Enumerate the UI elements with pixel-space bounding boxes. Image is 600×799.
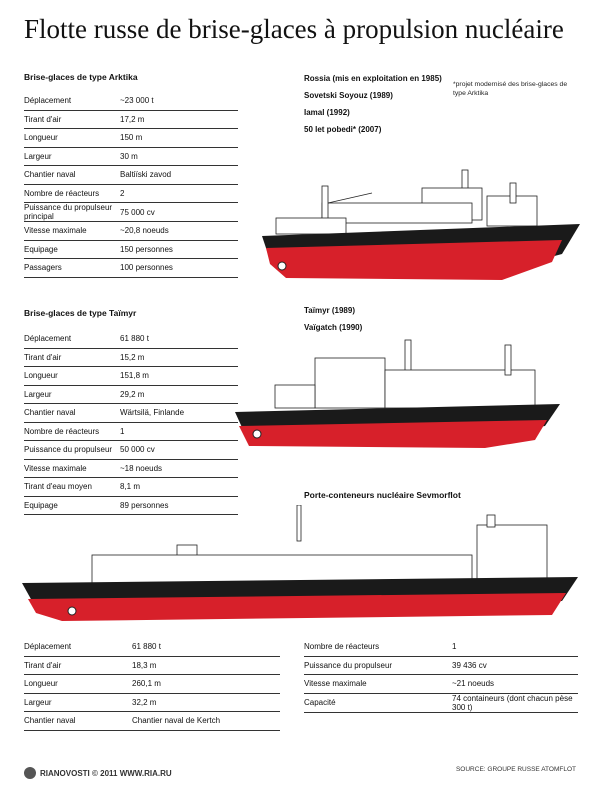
- spec-label: Chantier naval: [24, 166, 120, 185]
- spec-value: ~21 noeuds: [452, 675, 578, 694]
- ship-name: Rossia (mis en exploitation en 1985): [304, 74, 442, 83]
- spec-value: 8,1 m: [120, 478, 238, 497]
- spec-label: Longueur: [24, 367, 120, 386]
- spec-label: Tirant d'air: [24, 110, 120, 129]
- spec-label: Vitesse maximale: [24, 459, 120, 478]
- spec-label: Puissance du propulseur: [24, 441, 120, 460]
- spec-value: ~20,8 noeuds: [120, 222, 238, 241]
- spec-row: [24, 441, 238, 460]
- spec-value: 32,2 m: [132, 693, 280, 712]
- footer-logo: [24, 767, 172, 779]
- spec-row: [24, 656, 280, 675]
- spec-value: 29,2 m: [120, 385, 238, 404]
- ship-name: Taïmyr (1989): [304, 306, 355, 315]
- spec-label: Largeur: [24, 147, 120, 166]
- spec-row: [24, 129, 238, 148]
- page-title: Flotte russe de brise-glaces à propulsion nucléaire: [24, 14, 564, 44]
- spec-label: Nombre de réacteurs: [304, 638, 452, 656]
- spec-value: 15,2 m: [120, 348, 238, 367]
- spec-row: [24, 712, 280, 731]
- spec-row: [24, 203, 238, 222]
- arktika-ship-illustration: [262, 158, 580, 288]
- ship-name: Vaïgatch (1990): [304, 323, 363, 332]
- spec-row: [24, 348, 238, 367]
- ship-name: Iamal (1992): [304, 108, 350, 117]
- arktika-note: *projet modernisé des brise-glaces de type Arktika: [453, 81, 568, 97]
- spec-value: Wärtsilä, Finlande: [120, 404, 238, 423]
- spec-value: 150 personnes: [120, 240, 238, 259]
- spec-row: [24, 638, 280, 656]
- spec-row: [24, 422, 238, 441]
- spec-row: [24, 459, 238, 478]
- spec-row: [24, 147, 238, 166]
- spec-label: Chantier naval: [24, 404, 120, 423]
- taimyr-ship-illustration: [235, 330, 565, 450]
- spec-label: Nombre de réacteurs: [24, 422, 120, 441]
- spec-label: Puissance du propulseur: [304, 656, 452, 675]
- source-credit: SOURCE: GROUPE RUSSE ATOMFLOT: [455, 766, 576, 773]
- spec-label: Nombre de réacteurs: [24, 184, 120, 203]
- spec-label: Chantier naval: [24, 712, 132, 731]
- spec-value: 17,2 m: [120, 110, 238, 129]
- spec-value: 75 000 cv: [120, 203, 238, 222]
- spec-row: [24, 385, 238, 404]
- spec-row: [24, 675, 280, 694]
- spec-row: [304, 656, 578, 675]
- taimyr-spec-table: [24, 330, 238, 515]
- spec-label: Longueur: [24, 129, 120, 148]
- spec-value: 260,1 m: [132, 675, 280, 694]
- spec-row: [24, 240, 238, 259]
- sevmorflot-ship-illustration: [22, 505, 578, 625]
- footer-logo-text: RIANOVOSTI © 2011 WWW.RIA.RU: [40, 768, 172, 778]
- ship-name: 50 let pobedi* (2007): [304, 125, 382, 134]
- sevmorflot-heading: Porte-conteneurs nucléaire Sevmorflot: [304, 490, 461, 500]
- spec-row: [24, 184, 238, 203]
- spec-value: ~23 000 t: [120, 92, 238, 110]
- spec-row: [24, 110, 238, 129]
- spec-label: Déplacement: [24, 638, 132, 656]
- spec-row: [304, 638, 578, 656]
- spec-label: Equipage: [24, 496, 120, 515]
- spec-row: [24, 259, 238, 278]
- sevmorflot-spec-table-right: [304, 638, 578, 713]
- spec-row: [24, 404, 238, 423]
- spec-value: 39 436 cv: [452, 656, 578, 675]
- spec-label: Déplacement: [24, 92, 120, 110]
- spec-label: Longueur: [24, 675, 132, 694]
- spec-value: Chantier naval de Kertch: [132, 712, 280, 731]
- spec-row: [304, 675, 578, 694]
- spec-value: 2: [120, 184, 238, 203]
- arktika-ship-list: [304, 74, 444, 142]
- spec-value: 100 personnes: [120, 259, 238, 278]
- spec-label: Puissance du propulseur principal: [24, 203, 120, 222]
- spec-label: Largeur: [24, 385, 120, 404]
- spec-value: 74 containeurs (dont chacun pèse 300 t): [452, 693, 578, 712]
- spec-row: [24, 478, 238, 497]
- spec-label: Passagers: [24, 259, 120, 278]
- arktika-spec-table: [24, 92, 238, 278]
- ship-name: Sovetski Soyouz (1989): [304, 91, 393, 100]
- spec-row: [24, 222, 238, 241]
- spec-row: [304, 693, 578, 712]
- taimyr-heading: Brise-glaces de type Taïmyr: [24, 308, 137, 318]
- spec-value: 1: [452, 638, 578, 656]
- arktika-heading: Brise-glaces de type Arktika: [24, 72, 138, 82]
- spec-label: Tirant d'eau moyen: [24, 478, 120, 497]
- spec-row: [24, 166, 238, 185]
- spec-value: 89 personnes: [120, 496, 238, 515]
- spec-label: Tirant d'air: [24, 348, 120, 367]
- spec-label: Vitesse maximale: [24, 222, 120, 241]
- spec-value: ~18 noeuds: [120, 459, 238, 478]
- spec-value: 30 m: [120, 147, 238, 166]
- spec-row: [24, 693, 280, 712]
- spec-row: [24, 367, 238, 386]
- sevmorflot-spec-table-left: [24, 638, 280, 731]
- spec-value: 61 880 t: [120, 330, 238, 348]
- spec-value: 50 000 cv: [120, 441, 238, 460]
- spec-label: Capacité: [304, 693, 452, 712]
- ria-logo-icon: [24, 767, 36, 779]
- spec-row: [24, 330, 238, 348]
- spec-value: 1: [120, 422, 238, 441]
- spec-label: Equipage: [24, 240, 120, 259]
- spec-value: 61 880 t: [132, 638, 280, 656]
- spec-row: [24, 92, 238, 110]
- spec-label: Déplacement: [24, 330, 120, 348]
- spec-label: Tirant d'air: [24, 656, 132, 675]
- spec-value: 18,3 m: [132, 656, 280, 675]
- spec-value: Baltiïski zavod: [120, 166, 238, 185]
- spec-value: 151,8 m: [120, 367, 238, 386]
- spec-label: Vitesse maximale: [304, 675, 452, 694]
- spec-label: Largeur: [24, 693, 132, 712]
- spec-value: 150 m: [120, 129, 238, 148]
